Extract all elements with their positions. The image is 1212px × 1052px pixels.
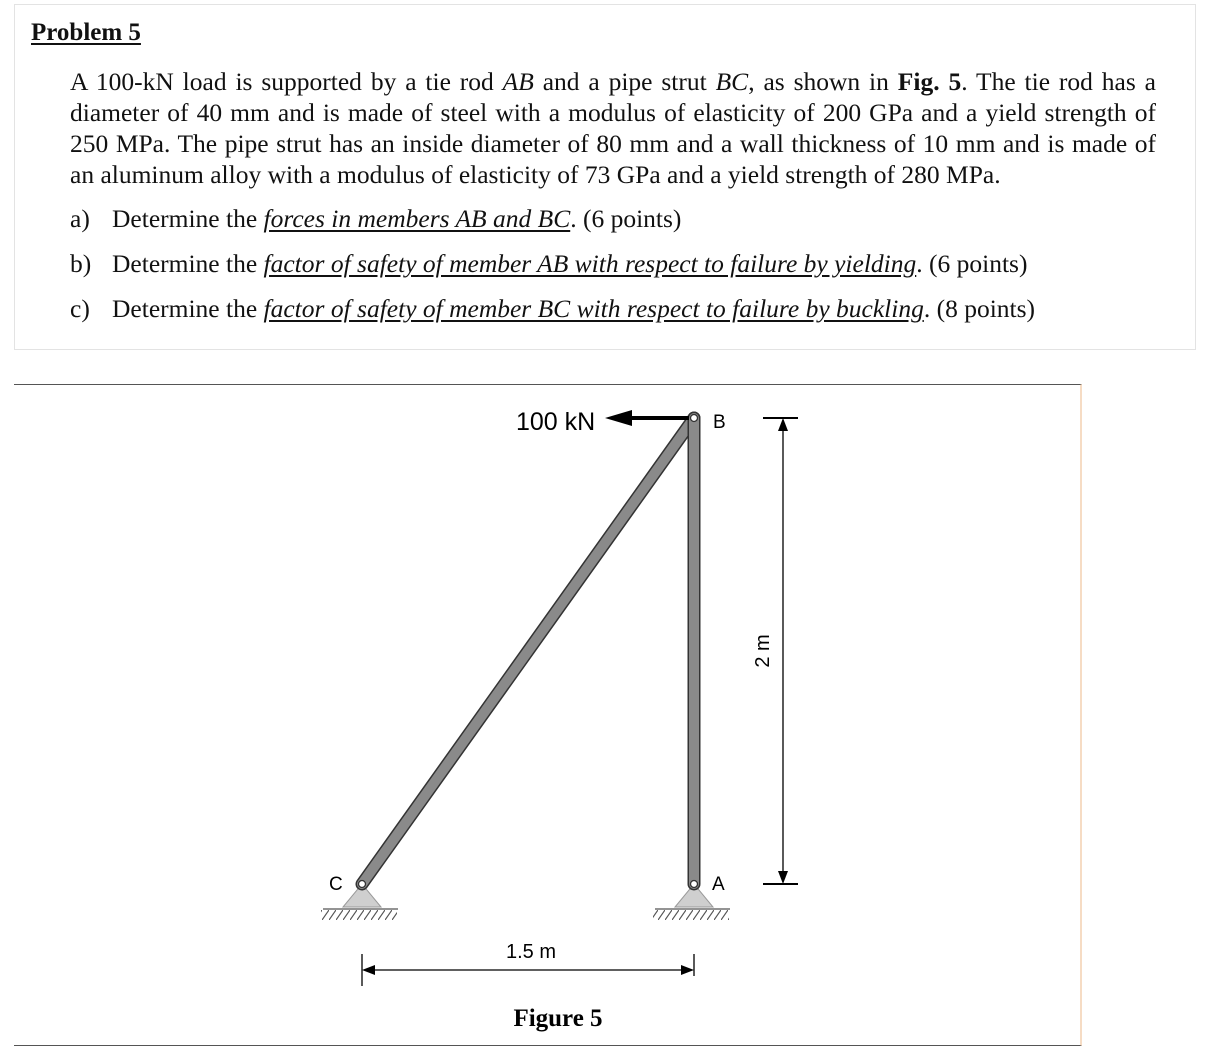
- dim-arrow-left: [362, 965, 375, 975]
- dim-arrow-down: [778, 871, 788, 884]
- question-prefix: Determine the: [112, 249, 264, 278]
- question-prefix: Determine the: [112, 204, 264, 233]
- dim-arrow-up: [778, 418, 788, 431]
- statement-part: and a pipe strut: [533, 67, 716, 96]
- statement-part: . The tie rod has a diameter of 40 mm and is made of steel with a modulus of elasticity of 200 GPa and a yield strength of 250 MPa. The pipe strut has an inside diameter of 80 mm and a wall thickness of 10 mm and is made of an aluminum alloy with a modulus of elasticity of 73 GPa and a yield strength of 280 MPa.: [70, 67, 1156, 189]
- height-label: 2 m: [752, 634, 774, 668]
- question-points: . (8 points): [923, 294, 1036, 323]
- question-prefix: Determine the: [112, 294, 264, 323]
- statement-part: , as shown in: [748, 67, 898, 96]
- member-ab-ref: AB: [502, 67, 534, 96]
- question-task: factor of safety of member AB with respect to failure by yielding: [263, 249, 917, 278]
- question-label: c): [70, 294, 90, 323]
- question-task: forces in members AB and BC: [263, 204, 571, 233]
- load-label: 100 kN: [516, 408, 596, 436]
- question-label: a): [70, 204, 90, 233]
- ground-hatch-a: [653, 910, 729, 920]
- figure-caption: Figure 5: [513, 1005, 603, 1032]
- point-a-label: A: [712, 874, 725, 895]
- statement-part: A 100-kN load is supported by a tie rod: [70, 67, 503, 96]
- pin-a: [691, 881, 698, 888]
- question-label: b): [70, 249, 92, 278]
- member-bc: [362, 418, 694, 884]
- question-task: factor of safety of member BC with respect to failure by buckling: [263, 294, 924, 323]
- point-b-label: B: [713, 412, 726, 433]
- ground-hatch-c: [321, 910, 397, 920]
- pin-c: [359, 881, 366, 888]
- width-label: 1.5 m: [505, 941, 557, 963]
- point-c-label: C: [329, 874, 343, 895]
- dim-arrow-right: [681, 965, 694, 975]
- member-bc-ref: BC: [715, 67, 749, 96]
- problem-title: Problem 5: [31, 19, 141, 46]
- load-arrow-head: [605, 410, 632, 426]
- pin-b: [691, 415, 698, 422]
- question-points: . (6 points): [916, 249, 1028, 278]
- figure-ref: Fig. 5: [897, 67, 962, 96]
- question-points: . (6 points): [570, 204, 682, 233]
